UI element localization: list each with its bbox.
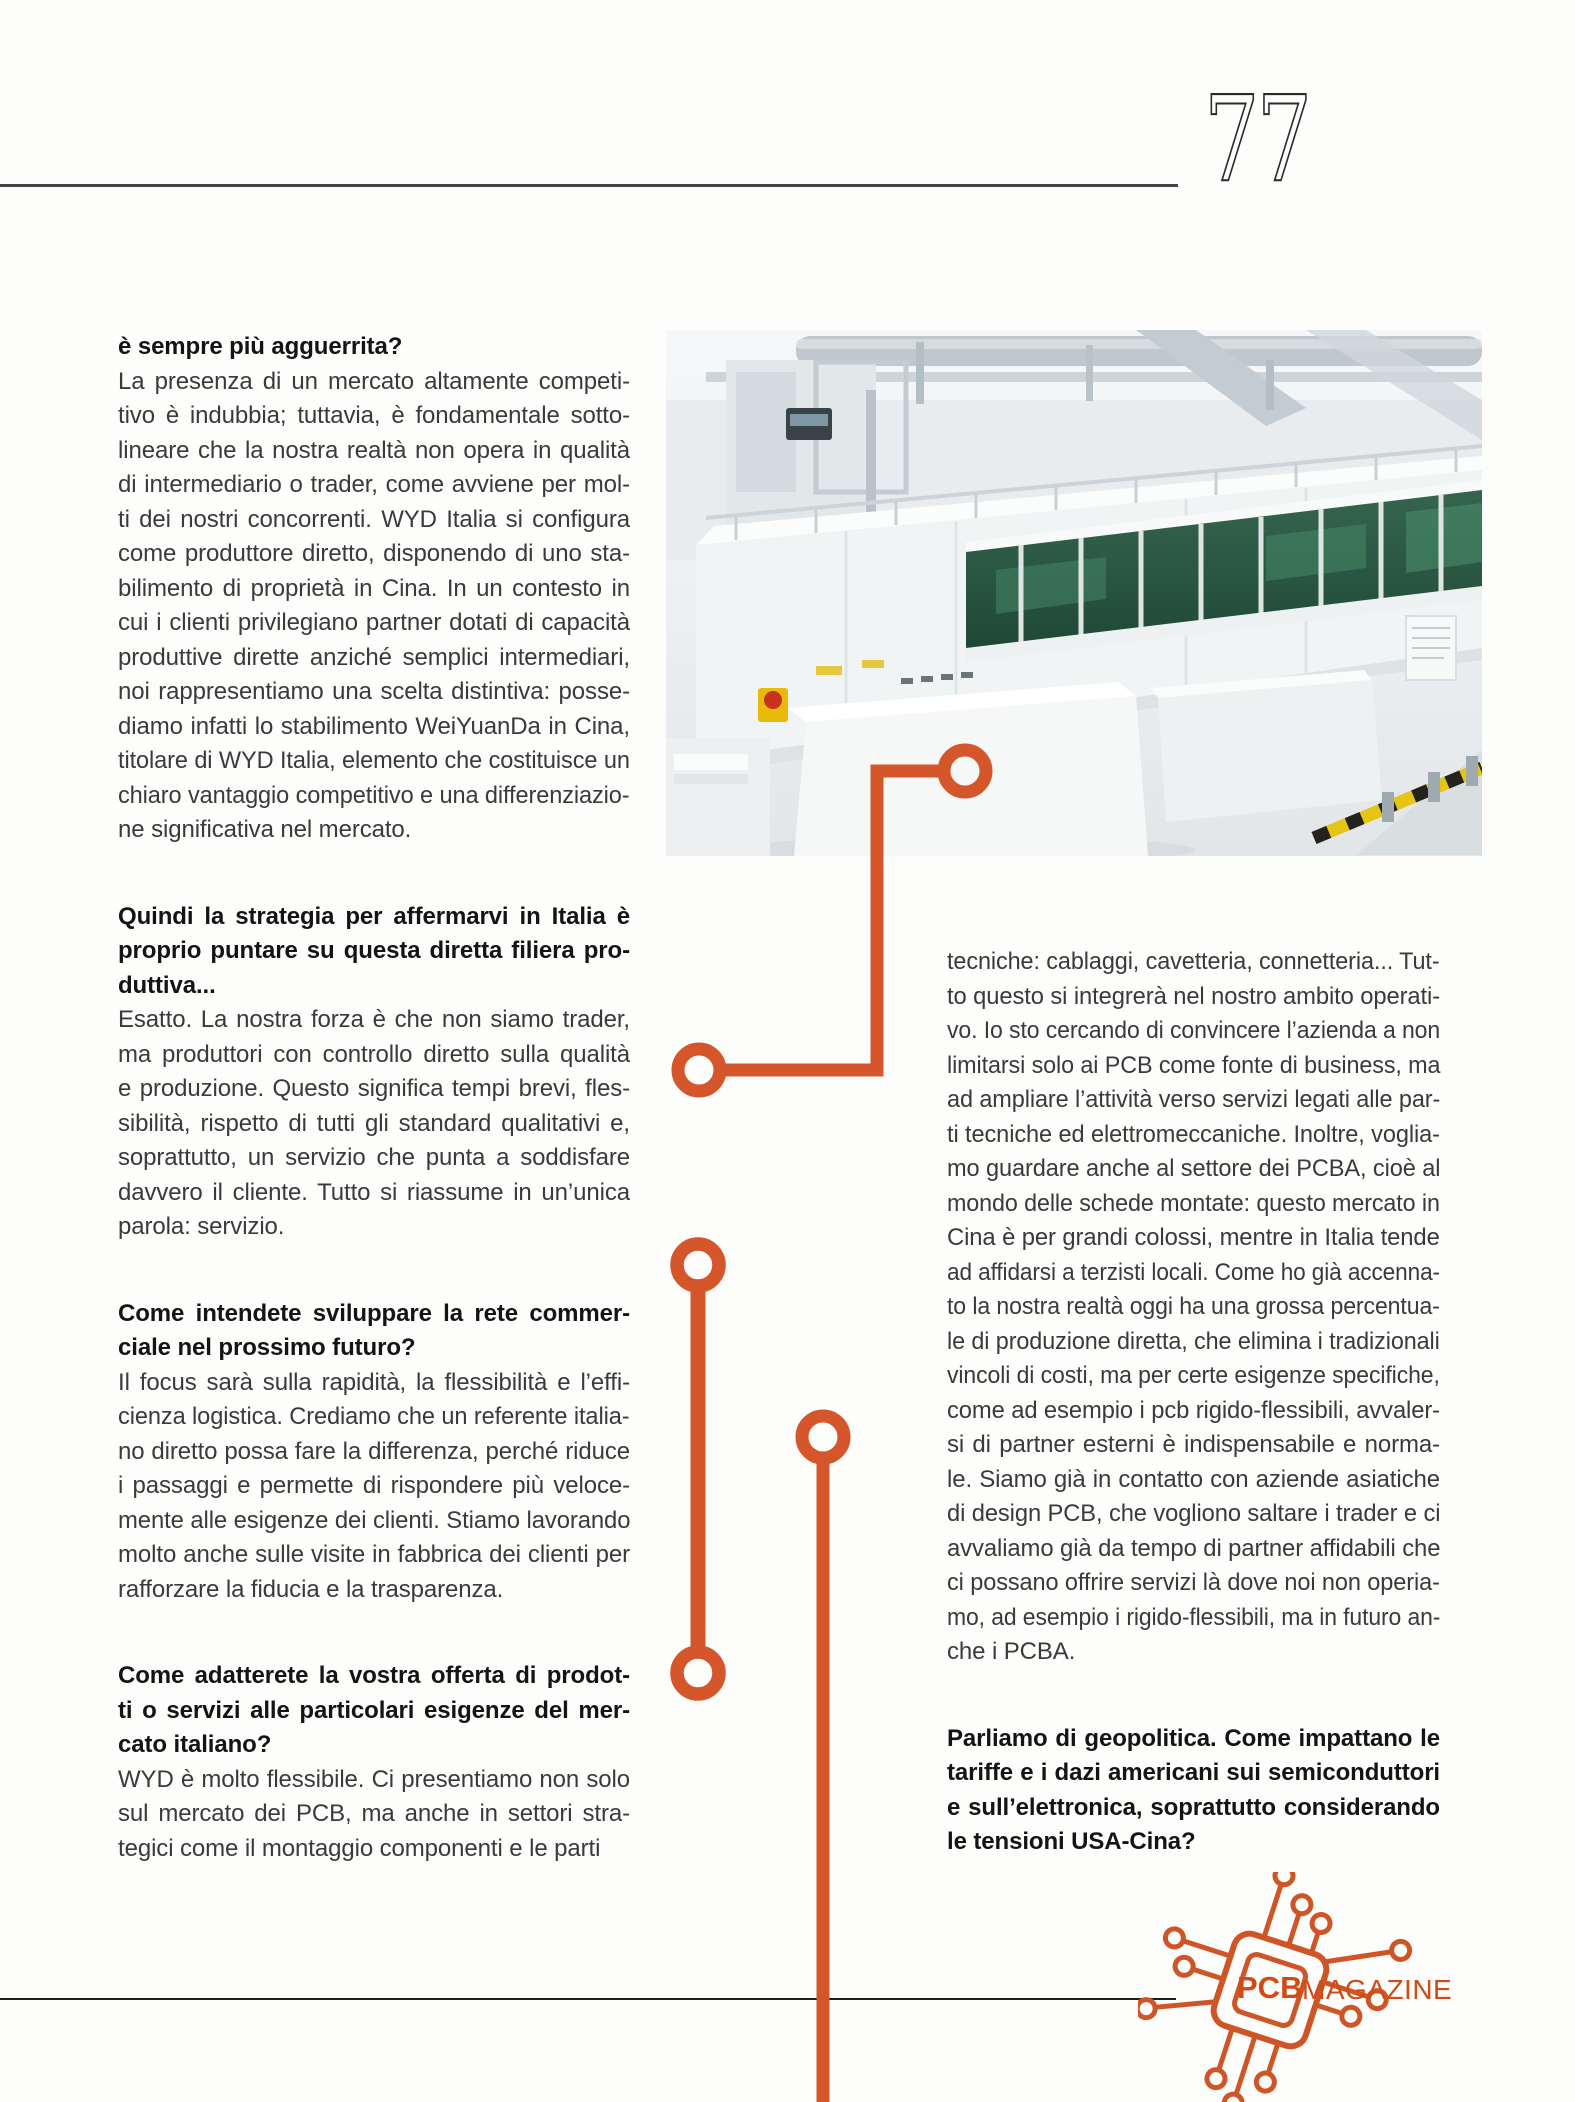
text-line: ti o servizi alle particolari esigenze del mer-: [118, 1696, 630, 1724]
text-line: le di produzione diretta, che elimina i tradizionali: [947, 1327, 1440, 1355]
text-line: chiaro vantaggio competitivo e una differenziazio-: [118, 781, 630, 809]
text-line: davvero il cliente. Tutto si riassume in un’unica: [118, 1178, 630, 1206]
text-line: le. Siamo già in contatto con aziende asiatiche: [947, 1465, 1440, 1493]
text-line: ne significativa nel mercato.: [118, 816, 412, 843]
text-line: è sempre più agguerrita?: [118, 333, 403, 360]
text-line: proprio puntare su questa diretta filiera pro-: [118, 937, 630, 964]
text-line: noi rappresentiamo una scelta distintiva: posse-: [118, 678, 630, 705]
text-line: tegici come il montaggio componenti e le parti: [118, 1834, 601, 1862]
text-line: diamo infatti lo stabilimento WeiYuanDa in Cina,: [118, 712, 630, 740]
text-line: ci possano offrire servizi là dove noi non operia-: [947, 1569, 1440, 1596]
text-line: Il focus sarà sulla rapidità, la flessibilità e l’effi-: [118, 1368, 630, 1396]
text-line: cui i clienti privilegiano partner dotati di capacità: [118, 609, 630, 636]
text-line: i passaggi e permette di rispondere più veloce-: [118, 1472, 630, 1499]
logo-text-magazine: MAGAZINE: [1302, 1974, 1453, 2005]
answer-paragraph: [947, 945, 1440, 1670]
text-line: titolare di WYD Italia, elemento che costituisce un: [118, 747, 630, 774]
text-line: mo guardare anche al settore dei PCBA, cioè al: [947, 1155, 1441, 1182]
text-line: bilimento di proprietà in Cina. In un contesto in: [118, 574, 630, 602]
text-line: le tensioni USA-Cina?: [947, 1828, 1196, 1855]
text-line: sul mercato dei PCB, ma anche in settori stra-: [118, 1800, 630, 1827]
answer-paragraph: [118, 1763, 630, 1867]
text-line: Esatto. La nostra forza è che non siamo trader,: [118, 1006, 630, 1033]
text-line: rafforzare la fiducia e la trasparenza.: [118, 1575, 504, 1603]
text-line: ma produttori con controllo diretto sulla qualità: [118, 1040, 630, 1068]
footer-rule: [0, 1998, 1176, 2000]
text-line: soprattutto, un servizio che punta a soddisfare: [118, 1144, 630, 1171]
text-line: Quindi la strategia per affermarvi in Italia è: [118, 902, 630, 930]
article-column-right: [947, 945, 1440, 1860]
text-line: duttiva...: [118, 971, 216, 999]
text-line: si di partner esterni è indispensabile e norma-: [947, 1431, 1440, 1458]
question-heading: [947, 1722, 1440, 1860]
text-line: Come intendete sviluppare la rete commer-: [118, 1299, 630, 1327]
text-line: e sull’elettronica, soprattutto considerando: [947, 1793, 1440, 1821]
text-line: ad ampliare l’attività verso servizi legati alle par-: [947, 1086, 1441, 1113]
text-line: e produzione. Questo significa tempi brevi, fles-: [118, 1075, 630, 1102]
text-line: WYD è molto flessibile. Ci presentiamo non solo: [118, 1765, 630, 1793]
text-line: molto anche sulle visite in fabbrica dei clienti per: [118, 1541, 630, 1568]
text-line: che i PCBA.: [947, 1638, 1076, 1665]
factory-photo: [666, 330, 1482, 856]
text-line: Parliamo di geopolitica. Come impattano le: [947, 1724, 1440, 1752]
text-line: ti dei nostri concorrenti. WYD Italia si configura: [118, 505, 630, 533]
answer-paragraph: [118, 365, 630, 848]
text-line: produttive dirette anziché semplici intermediari,: [118, 643, 630, 671]
text-line: di design PCB, che vogliono saltare i trader e ci: [947, 1500, 1441, 1527]
logo-text-pcb: PCB: [1237, 1970, 1303, 2005]
text-line: limitarsi solo ai PCB come fonte di business, ma: [947, 1051, 1441, 1079]
text-line: mo, ad esempio i rigido-flessibili, ma in futuro an-: [947, 1603, 1441, 1631]
text-line: no diretto possa fare la differenza, perché riduce: [118, 1437, 630, 1465]
text-line: come produttore diretto, disponendo di uno sta-: [118, 540, 630, 567]
answer-paragraph: [118, 1003, 630, 1245]
page-number: 77: [1204, 70, 1310, 208]
text-line: parola: servizio.: [118, 1213, 285, 1240]
text-line: mente alle esigenze dei clienti. Stiamo lavorando: [118, 1506, 631, 1534]
text-line: tivo è indubbia; tuttavia, è fondamentale sotto-: [118, 402, 630, 429]
text-line: sibilità, rispetto di tutti gli standard qualitativi e,: [118, 1109, 630, 1137]
text-line: La presenza di un mercato altamente competi-: [118, 367, 630, 395]
text-line: avvaliamo già da tempo di partner affidabili che: [947, 1534, 1441, 1562]
question-heading: [118, 900, 630, 1004]
text-line: cienza logistica. Crediamo che un referente italia-: [118, 1403, 630, 1430]
text-line: Come adatterete la vostra offerta di prodot-: [118, 1662, 630, 1689]
question-heading: [118, 330, 630, 365]
text-line: mondo delle schede montate: questo mercato in: [947, 1189, 1440, 1217]
text-line: come ad esempio i pcb rigido-flessibili, avvaler-: [947, 1396, 1440, 1424]
text-line: di intermediario o trader, come avviene per mol-: [118, 471, 630, 498]
text-line: tariffe e i dazi americani sui semiconduttori: [947, 1759, 1440, 1786]
header-rule: [0, 184, 1178, 187]
text-line: vo. Io sto cercando di convincere l’azienda a non: [947, 1017, 1441, 1044]
text-line: ti tecniche ed elettromeccaniche. Inoltre, voglia-: [947, 1120, 1440, 1148]
text-line: ciale nel prossimo futuro?: [118, 1334, 416, 1361]
text-line: ad affidarsi a terzisti locali. Come ho già accenna-: [947, 1258, 1440, 1286]
question-heading: [118, 1297, 630, 1366]
question-heading: [118, 1659, 630, 1763]
answer-paragraph: [118, 1366, 630, 1608]
text-line: to questo si integrerà nel nostro ambito operati-: [947, 982, 1441, 1010]
text-line: Cina è per grandi colossi, mentre in Italia tende: [947, 1224, 1440, 1251]
text-line: vincoli di costi, ma per certe esigenze specifiche,: [947, 1362, 1440, 1389]
text-line: cato italiano?: [118, 1731, 272, 1758]
article-column-left: [118, 330, 630, 1866]
text-line: to la nostra realtà oggi ha una grossa percentua-: [947, 1293, 1440, 1320]
text-line: tecniche: cablaggi, cavetteria, connetteria... Tut-: [947, 948, 1440, 975]
text-line: lineare che la nostra realtà non opera in qualità: [118, 436, 630, 464]
